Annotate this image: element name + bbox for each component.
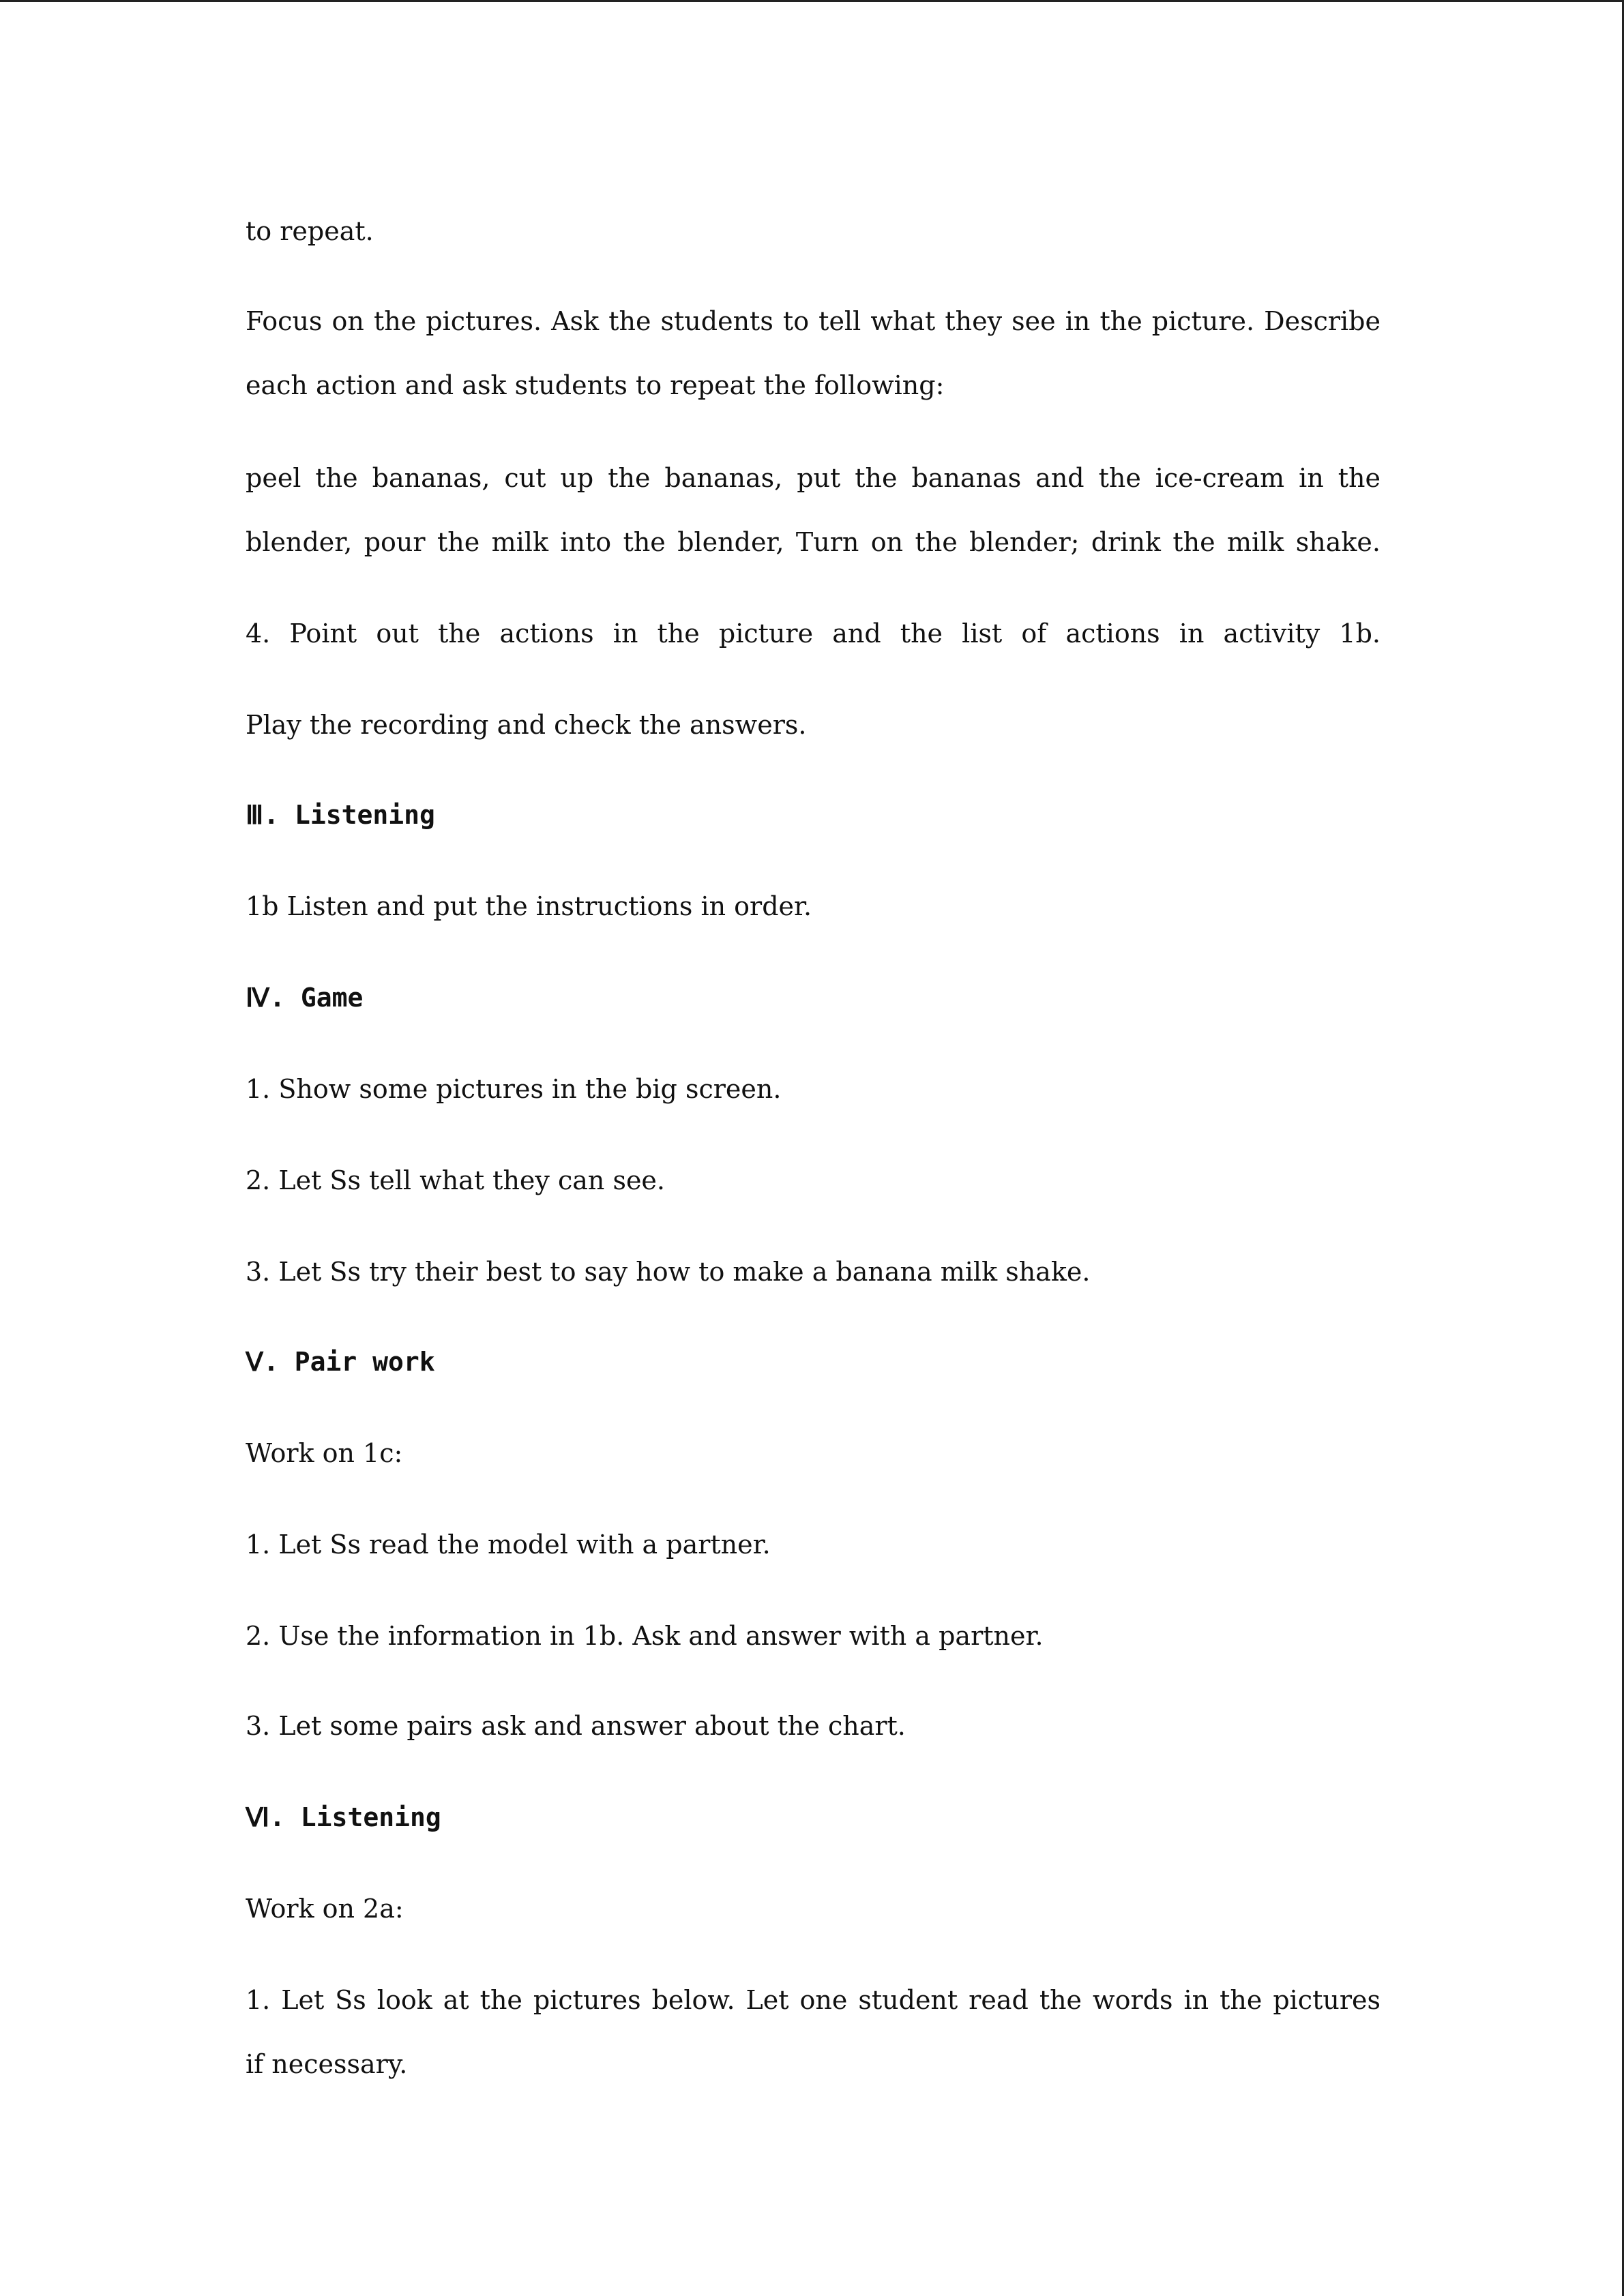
paragraph-line: Focus on the pictures. Ask the students to tell what they see in the picture. Describe <box>246 306 1381 336</box>
paragraph-line: Work on 2a: <box>246 1894 404 1924</box>
paragraph-line: 1b Listen and put the instructions in order. <box>246 891 812 921</box>
list-item: if necessary. <box>246 2049 408 2079</box>
list-item: 1. Let Ss look at the pictures below. Let one student read the words in the pictures <box>246 1985 1381 2015</box>
section-heading: Ⅳ. Game <box>246 983 364 1013</box>
paragraph-line: each action and ask students to repeat the following: <box>246 370 945 400</box>
list-item: 3. Let some pairs ask and answer about the chart. <box>246 1711 906 1741</box>
paragraph-line: blender, pour the milk into the blender, Turn on the blender; drink the milk shake. <box>246 527 1381 557</box>
list-item: 1. Let Ss read the model with a partner. <box>246 1530 771 1560</box>
paragraph-line: peel the bananas, cut up the bananas, put the bananas and the ice-cream in the <box>246 463 1381 493</box>
paragraph-line: 4. Point out the actions in the picture and the list of actions in activity 1b. <box>246 618 1381 648</box>
paragraph-line: Play the recording and check the answers. <box>246 710 807 740</box>
paragraph-line: to repeat. <box>246 216 374 246</box>
list-item: 1. Show some pictures in the big screen. <box>246 1074 782 1104</box>
section-heading: Ⅲ. Listening <box>246 800 435 830</box>
section-heading: Ⅴ. Pair work <box>246 1347 435 1377</box>
list-item: 2. Use the information in 1b. Ask and answer with a partner. <box>246 1621 1044 1651</box>
list-item: 2. Let Ss tell what they can see. <box>246 1165 665 1195</box>
section-heading: Ⅵ. Listening <box>246 1802 441 1832</box>
list-item: 3. Let Ss try their best to say how to make a banana milk shake. <box>246 1257 1091 1287</box>
paragraph-line: Work on 1c: <box>246 1438 403 1468</box>
